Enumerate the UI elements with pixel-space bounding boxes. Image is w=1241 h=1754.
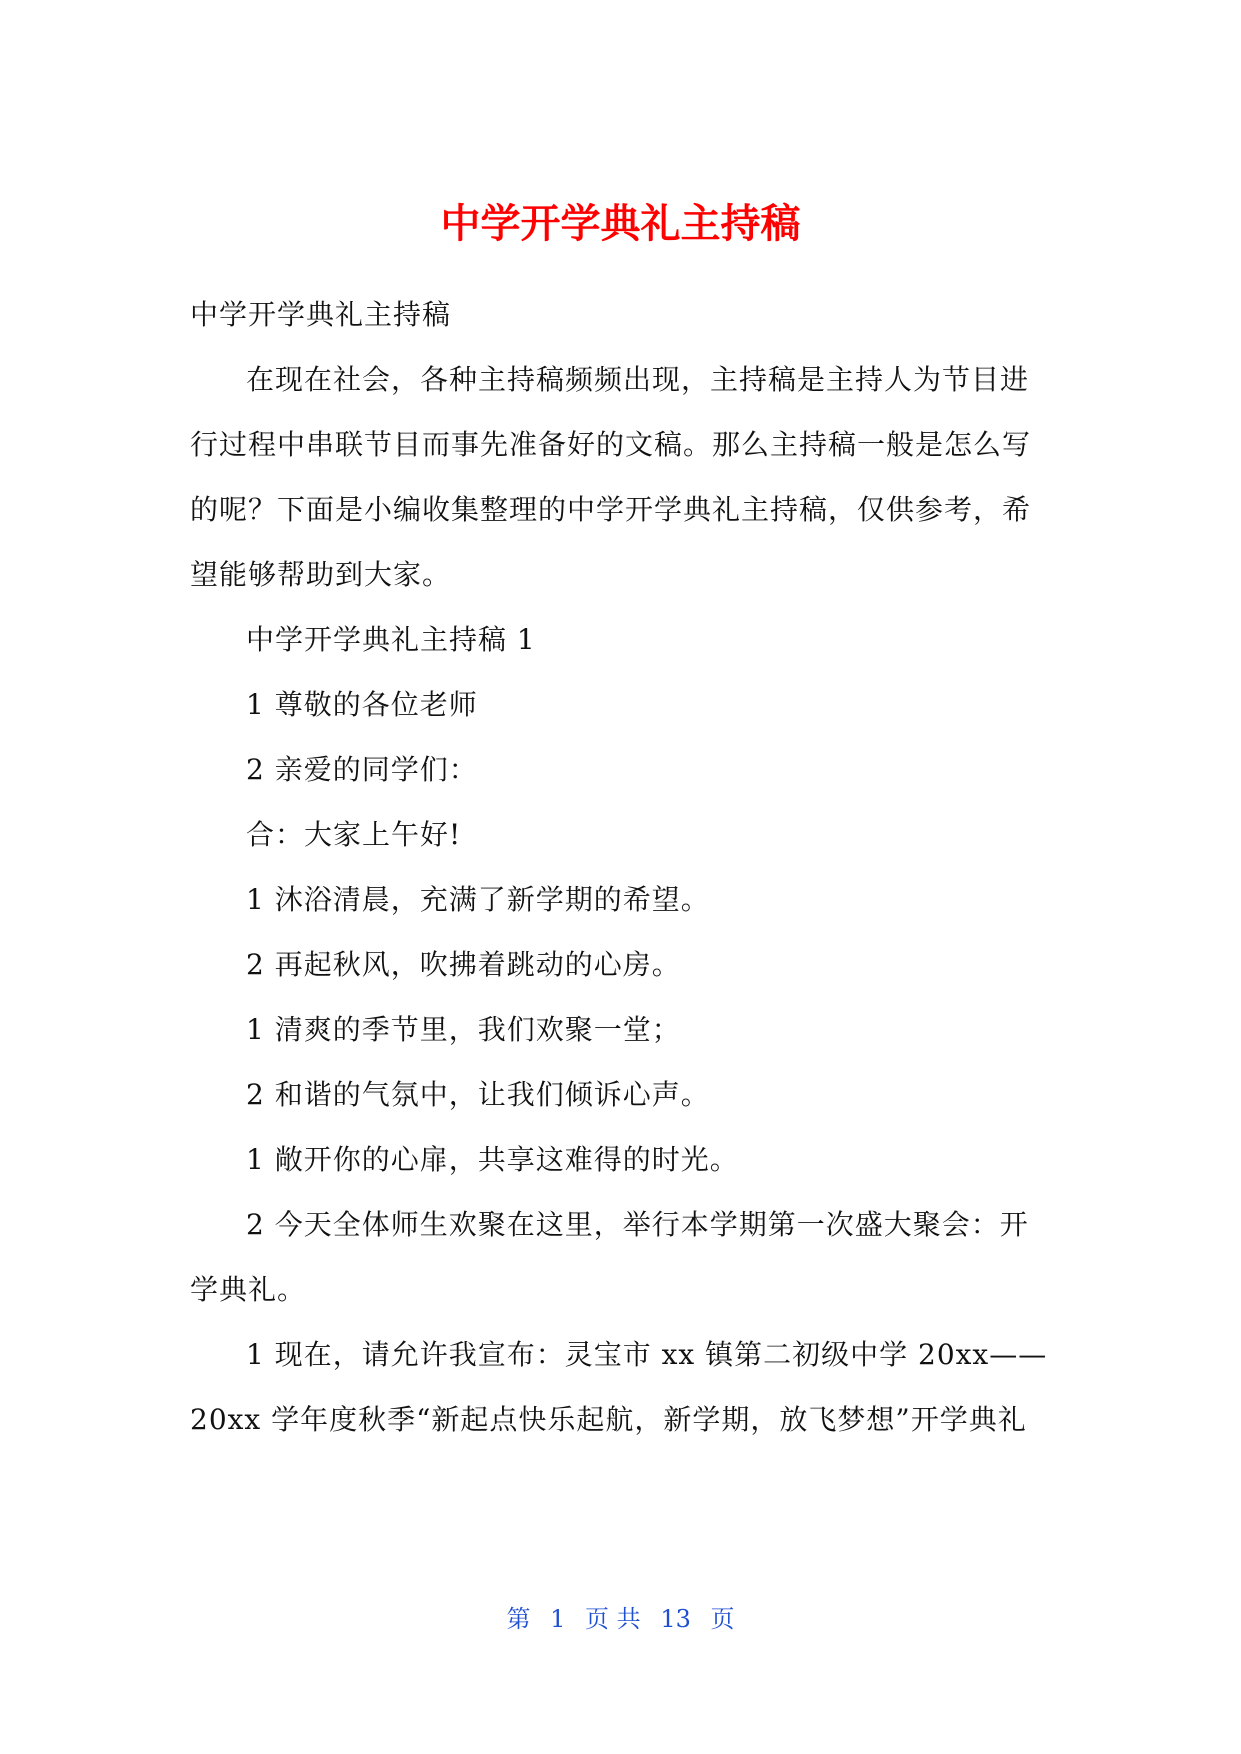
footer-prefix: 第: [506, 1605, 531, 1633]
paragraph: 中学开学典礼主持稿 1: [246, 623, 536, 656]
paragraph: 1 敞开你的心扉，共享这难得的时光。: [246, 1143, 739, 1176]
page-number-footer: [0, 1602, 1241, 1636]
footer-current-page: 1: [550, 1605, 566, 1633]
footer-total-pages: 13: [660, 1605, 691, 1633]
paragraph: 合：大家上午好!: [246, 818, 462, 851]
paragraph: 中学开学典礼主持稿: [190, 298, 452, 331]
paragraph: 2 亲爱的同学们：: [246, 753, 478, 786]
paragraph: 2 再起秋风，吹拂着跳动的心房。: [246, 948, 681, 981]
paragraph: 1 清爽的季节里，我们欢聚一堂；: [246, 1013, 681, 1046]
paragraph: 在现在社会，各种主持稿频频出现，主持稿是主持人为节目进行过程中串联节目而事先准备好的文稿。那么主持稿一般是怎么写的呢？下面是小编收集整理的中学开学典礼主持稿，仅供参考，希望能够帮助到大家。: [190, 363, 1032, 591]
paragraph: 2 今天全体师生欢聚在这里，举行本学期第一次盛大聚会：开学典礼。: [190, 1208, 1029, 1306]
paragraph: 2 和谐的气氛中，让我们倾诉心声。: [246, 1078, 710, 1111]
footer-suffix: 页: [710, 1605, 735, 1633]
paragraph: 1 沐浴清晨，充满了新学期的希望。: [246, 883, 710, 916]
footer-middle: 页 共: [585, 1605, 641, 1633]
document-title: 中学开学典礼主持稿: [440, 201, 801, 247]
paragraph: 1 现在，请允许我宣布：灵宝市 xx 镇第二初级中学 20xx——20xx 学年度秋季“新起点快乐起航，新学期，放飞梦想”开学典礼: [190, 1338, 1048, 1436]
document-body: [190, 282, 1050, 1452]
paragraph: 1 尊敬的各位老师: [246, 688, 478, 721]
